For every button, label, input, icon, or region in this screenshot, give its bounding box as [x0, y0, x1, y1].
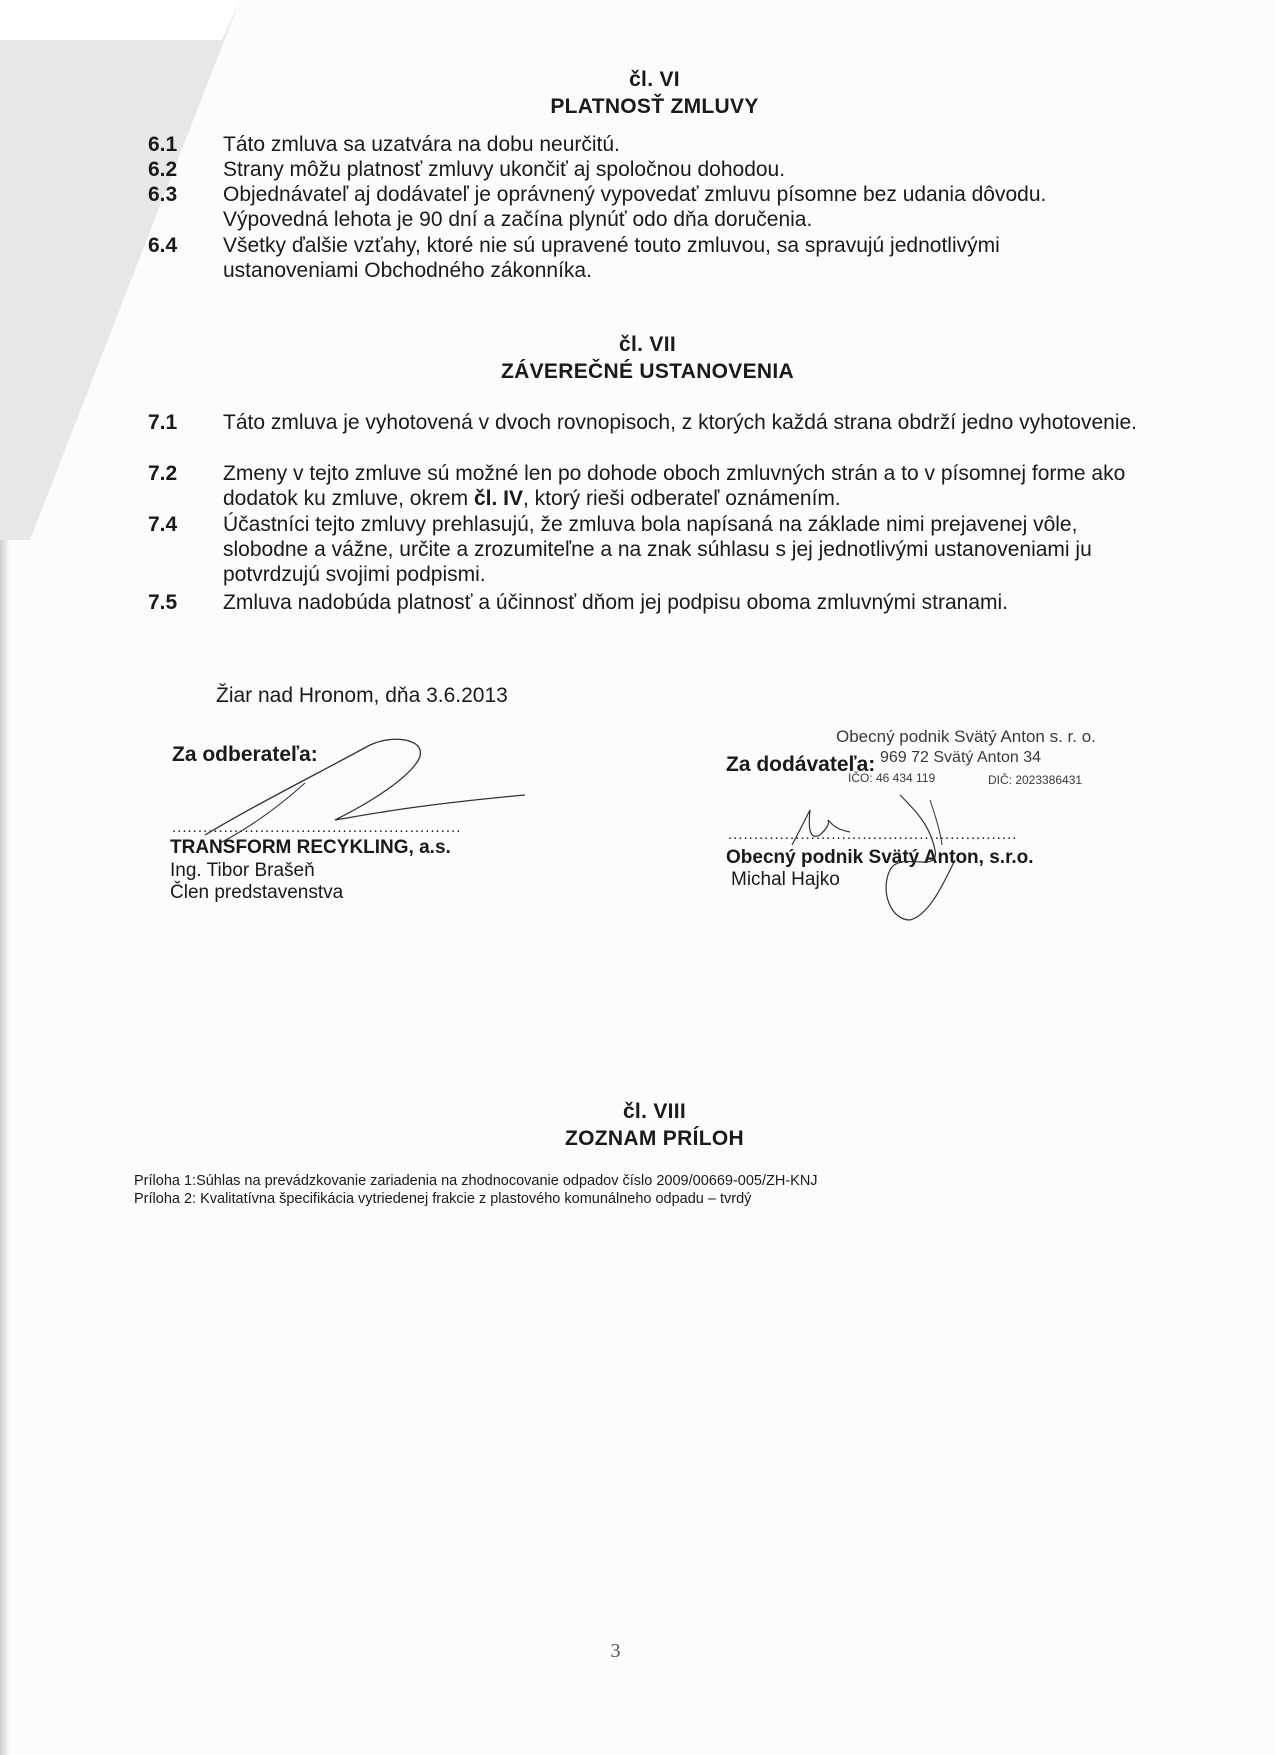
clause-text: [223, 461, 1143, 511]
clause-number: 7.5: [148, 591, 178, 614]
stamp-line2: 969 72 Svätý Anton 34: [880, 749, 1042, 766]
supplier-company: Obecný podnik Svätý Anton, s.r.o.: [726, 847, 1034, 868]
attachment-item: Príloha 2: Kvalitatívna špecifikácia vytriedenej frakcie z plastového komunálneho odpadu – tvrdý: [134, 1191, 752, 1207]
stamp-ico: IČO: 46 434 119: [848, 771, 936, 785]
clause-number: 7.2: [148, 462, 178, 485]
page-number: 3: [610, 1640, 621, 1662]
stamp-dic: DIČ: 2023386431: [988, 773, 1083, 787]
clause-number: 6.3: [148, 183, 178, 206]
buyer-role: Člen predstavenstva: [170, 882, 344, 903]
clause-text-part: , ktorý rieši odberateľ oznámením.: [522, 487, 841, 510]
clause-number: 6.1: [148, 133, 178, 156]
section6-number: čl. VI: [629, 68, 680, 91]
clause-text: Strany môžu platnosť zmluvy ukončiť aj spoločnou dohodou.: [223, 158, 786, 181]
supplier-label: Za dodávateľa:: [726, 753, 876, 776]
supplier-signature-line: ........................................................: [728, 826, 1018, 843]
section8-title: ZOZNAM PRÍLOH: [565, 1127, 744, 1150]
section7-number: čl. VII: [619, 333, 676, 356]
clause-number: 7.1: [148, 411, 178, 434]
buyer-label: Za odberateľa:: [172, 743, 318, 766]
stamp-line1: Obecný podnik Svätý Anton s. r. o.: [836, 727, 1096, 746]
buyer-signature-line: ........................................................: [172, 819, 462, 836]
clause-number: 7.4: [148, 513, 178, 536]
supplier-signature: [780, 790, 980, 930]
attachment-item: Príloha 1:Súhlas na prevádzkovanie zariadenia na zhodnocovanie odpadov číslo 2009/00669-005/ZH-KNJ: [134, 1173, 818, 1189]
clause-ref-bold: čl. IV: [473, 487, 523, 510]
clause-text: Táto zmluva je vyhotovená v dvoch rovnopisoch, z ktorých každá strana obdrží jedno vyhotovenie.: [223, 411, 1137, 434]
place-date: Žiar nad Hronom, dňa 3.6.2013: [216, 684, 508, 707]
clause-text-part: Zmeny v tejto zmluve sú možné len po dohode oboch zmluvných strán a to v písomnej forme ako dodatok ku zmluve, okrem: [223, 462, 1126, 510]
buyer-person: Ing. Tibor Brašeň: [170, 860, 315, 881]
clause-number: 6.4: [148, 234, 178, 257]
section6-title: PLATNOSŤ ZMLUVY: [550, 95, 759, 118]
clause-text: Objednávateľ aj dodávateľ je oprávnený vypovedať zmluvu písomne bez udania dôvodu. Výpovedná lehota je 90 dní a začína plynúť odo dňa doručenia.: [223, 183, 1047, 231]
clause-number: 6.2: [148, 158, 178, 181]
clause-text: Všetky ďalšie vzťahy, ktoré nie sú upravené touto zmluvou, sa spravujú jednotlivými ustanoveniami Obchodného zákonníka.: [223, 234, 1000, 282]
supplier-person: Michal Hajko: [731, 869, 840, 890]
clause-text: Účastníci tejto zmluvy prehlasujú, že zmluva bola napísaná na základe nimi prejavenej vôle, slobodne a vážne, určite a zrozumiteľne a na znak súhlasu s jej jednotlivými ustanoveniami ju potvrdzujú svojimi podpismi.: [223, 513, 1092, 586]
buyer-company: TRANSFORM RECYKLING, a.s.: [170, 837, 451, 858]
section8-number: čl. VIII: [622, 1100, 687, 1123]
buyer-signature: [195, 735, 535, 855]
section7-title: ZÁVEREČNÉ USTANOVENIA: [501, 360, 794, 383]
clause-text: Táto zmluva sa uzatvára na dobu neurčitú.: [223, 133, 620, 156]
clause-text: Zmluva nadobúda platnosť a účinnosť dňom jej podpisu oboma zmluvnými stranami.: [223, 591, 1008, 614]
